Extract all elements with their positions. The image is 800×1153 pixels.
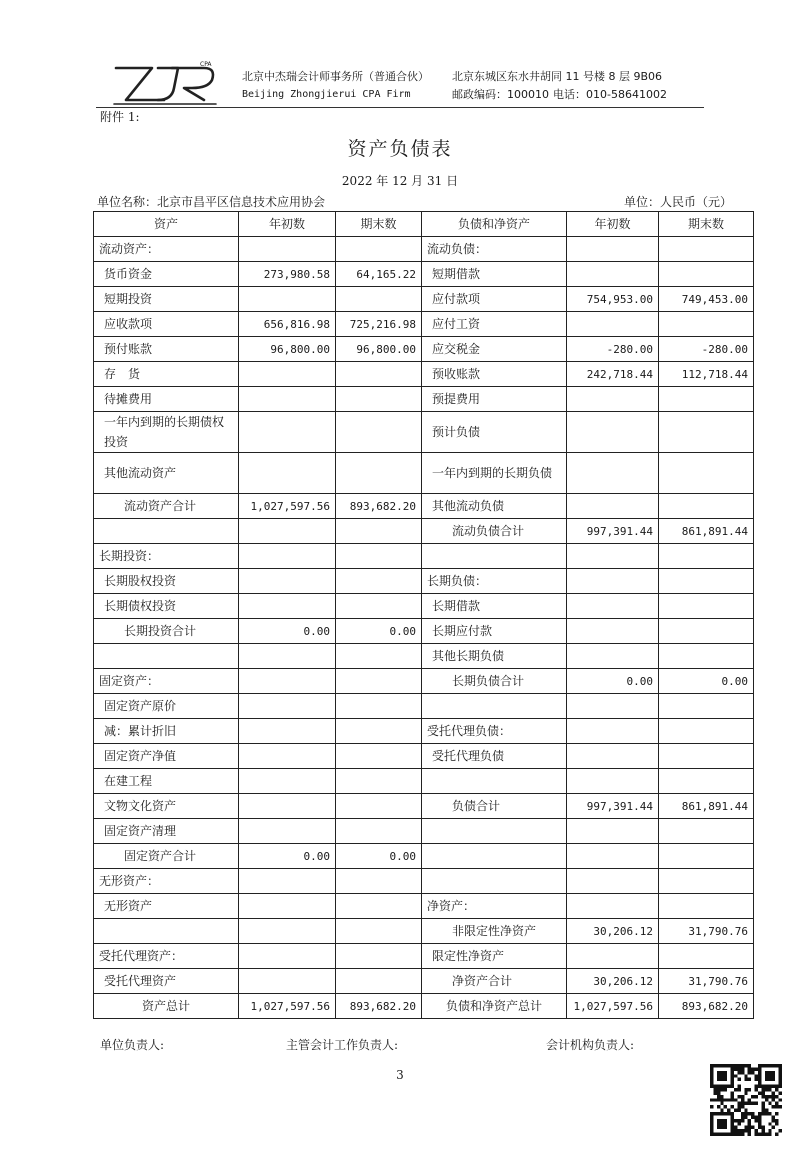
table-row: [94, 919, 754, 944]
asset-beginning-balance: [239, 819, 336, 844]
liability-beginning-balance: 997,391.44: [567, 519, 659, 544]
table-row: [94, 619, 754, 644]
liability-name: 预计负债: [422, 412, 567, 453]
liability-name: 应付工资: [422, 312, 567, 337]
liability-name: 应付款项: [422, 287, 567, 312]
liability-beginning-balance: 754,953.00: [567, 287, 659, 312]
report-date: 2022 年 12 月 31 日: [341, 174, 459, 188]
table-row: [94, 312, 754, 337]
asset-name: 流动资产合计: [94, 494, 239, 519]
liability-ending-balance: [659, 944, 754, 969]
asset-beginning-balance: [239, 669, 336, 694]
table-row: [94, 994, 754, 1019]
asset-ending-balance: [336, 769, 422, 794]
asset-ending-balance: [336, 694, 422, 719]
balance-sheet-table: [93, 211, 754, 1019]
liability-beginning-balance: [567, 769, 659, 794]
asset-ending-balance: 725,216.98: [336, 312, 422, 337]
liability-name: 预提费用: [422, 387, 567, 412]
table-row: [94, 519, 754, 544]
agency-head-signature-label: 会计机构负责人:: [546, 1038, 635, 1052]
asset-ending-balance: [336, 669, 422, 694]
firm-name-en: Beijing Zhongjierui CPA Firm: [242, 89, 411, 100]
table-row: [94, 969, 754, 994]
liability-beginning-balance: [567, 869, 659, 894]
liability-ending-balance: [659, 494, 754, 519]
table-row: [94, 453, 754, 494]
liability-beginning-balance: [567, 819, 659, 844]
unit-head-signature-label: 单位负责人:: [100, 1038, 165, 1052]
currency-unit: 单位：人民币（元）: [624, 195, 733, 209]
asset-beginning-balance: [239, 694, 336, 719]
asset-ending-balance: [336, 453, 422, 494]
asset-ending-balance: [336, 412, 422, 453]
liability-name: [422, 869, 567, 894]
asset-beginning-balance: [239, 769, 336, 794]
asset-name: 一年内到期的长期债权投资: [94, 412, 239, 453]
liability-ending-balance: [659, 819, 754, 844]
liability-beginning-balance: [567, 744, 659, 769]
table-row: [94, 387, 754, 412]
liability-ending-balance: [659, 894, 754, 919]
liability-ending-balance: [659, 312, 754, 337]
asset-ending-balance: [336, 544, 422, 569]
liability-name: 长期负债合计: [422, 669, 567, 694]
table-row: [94, 694, 754, 719]
liability-name: 受托代理负债: [422, 744, 567, 769]
liability-beginning-balance: [567, 644, 659, 669]
firm-name-cn: 北京中杰瑞会计师事务所（普通合伙）: [242, 70, 429, 83]
asset-ending-balance: 893,682.20: [336, 994, 422, 1019]
table-row: [94, 944, 754, 969]
liability-beginning-balance: 30,206.12: [567, 969, 659, 994]
asset-name: 长期债权投资: [94, 594, 239, 619]
asset-name: 固定资产净值: [94, 744, 239, 769]
asset-ending-balance: [336, 569, 422, 594]
liability-beginning-balance: [567, 894, 659, 919]
liability-name: 净资产：: [422, 894, 567, 919]
liability-name: 一年内到期的长期负债: [422, 453, 567, 494]
asset-ending-balance: [336, 594, 422, 619]
asset-beginning-balance: [239, 287, 336, 312]
asset-name: [94, 644, 239, 669]
liability-name: [422, 694, 567, 719]
liability-beginning-balance: [567, 412, 659, 453]
liability-beginning-balance: 242,718.44: [567, 362, 659, 387]
table-row: [94, 262, 754, 287]
asset-beginning-balance: [239, 412, 336, 453]
asset-beginning-balance: 1,027,597.56: [239, 494, 336, 519]
liability-name: 流动负债合计: [422, 519, 567, 544]
asset-ending-balance: [336, 362, 422, 387]
liability-beginning-balance: [567, 844, 659, 869]
asset-beginning-balance: [239, 237, 336, 262]
liability-ending-balance: [659, 412, 754, 453]
table-row: [94, 412, 754, 453]
table-row: [94, 544, 754, 569]
liability-name: 其他流动负债: [422, 494, 567, 519]
asset-name: 应收款项: [94, 312, 239, 337]
asset-beginning-balance: 273,980.58: [239, 262, 336, 287]
asset-name: 固定资产原价: [94, 694, 239, 719]
liability-ending-balance: [659, 387, 754, 412]
asset-name: 减：累计折旧: [94, 719, 239, 744]
asset-name: [94, 519, 239, 544]
firm-phone: 电话：010-58641002: [553, 88, 667, 101]
liability-beginning-balance: [567, 494, 659, 519]
liability-ending-balance: 893,682.20: [659, 994, 754, 1019]
asset-beginning-balance: [239, 919, 336, 944]
liability-ending-balance: 31,790.76: [659, 919, 754, 944]
asset-name: 预付账款: [94, 337, 239, 362]
asset-name: 长期股权投资: [94, 569, 239, 594]
liability-ending-balance: [659, 262, 754, 287]
asset-ending-balance: [336, 519, 422, 544]
firm-logo: [112, 60, 222, 108]
liability-ending-balance: 31,790.76: [659, 969, 754, 994]
liability-ending-balance: [659, 237, 754, 262]
liability-ending-balance: [659, 544, 754, 569]
asset-name: 资产总计: [94, 994, 239, 1019]
asset-ending-balance: [336, 287, 422, 312]
asset-name: 文物文化资产: [94, 794, 239, 819]
liability-name: 预收账款: [422, 362, 567, 387]
liability-beginning-balance: [567, 544, 659, 569]
table-row: [94, 869, 754, 894]
asset-ending-balance: 96,800.00: [336, 337, 422, 362]
asset-ending-balance: [336, 387, 422, 412]
asset-ending-balance: [336, 944, 422, 969]
liability-name: 流动负债：: [422, 237, 567, 262]
asset-name: 存 货: [94, 362, 239, 387]
liability-beginning-balance: 1,027,597.56: [567, 994, 659, 1019]
asset-name: 长期投资合计: [94, 619, 239, 644]
liability-name: 非限定性净资产: [422, 919, 567, 944]
asset-ending-balance: 0.00: [336, 844, 422, 869]
asset-ending-balance: [336, 819, 422, 844]
liability-ending-balance: [659, 594, 754, 619]
accounting-head-signature-label: 主管会计工作负责人:: [286, 1038, 399, 1052]
table-row: [94, 744, 754, 769]
asset-beginning-balance: [239, 894, 336, 919]
table-row: [94, 569, 754, 594]
firm-address: 北京东城区东水井胡同 11 号楼 8 层 9B06: [452, 70, 663, 83]
asset-name: 其他流动资产: [94, 453, 239, 494]
table-row: [94, 362, 754, 387]
header-assets-end: 期末数: [336, 212, 422, 237]
asset-name: 固定资产清理: [94, 819, 239, 844]
asset-beginning-balance: 96,800.00: [239, 337, 336, 362]
asset-ending-balance: 64,165.22: [336, 262, 422, 287]
header-liabilities-end: 期末数: [659, 212, 754, 237]
liability-ending-balance: -280.00: [659, 337, 754, 362]
asset-ending-balance: 0.00: [336, 619, 422, 644]
asset-name: 受托代理资产：: [94, 944, 239, 969]
table-row: [94, 769, 754, 794]
liability-name: 净资产合计: [422, 969, 567, 994]
liability-name: 负债和净资产总计: [422, 994, 567, 1019]
table-row: [94, 494, 754, 519]
asset-name: [94, 919, 239, 944]
liability-name: 受托代理负债：: [422, 719, 567, 744]
liability-beginning-balance: [567, 594, 659, 619]
table-row: [94, 844, 754, 869]
liability-name: [422, 844, 567, 869]
asset-beginning-balance: 0.00: [239, 844, 336, 869]
liability-ending-balance: [659, 644, 754, 669]
liability-name: 负债合计: [422, 794, 567, 819]
table-row: [94, 894, 754, 919]
liability-ending-balance: [659, 694, 754, 719]
asset-name: 无形资产：: [94, 869, 239, 894]
liability-ending-balance: [659, 869, 754, 894]
table-row: [94, 719, 754, 744]
liability-beginning-balance: [567, 237, 659, 262]
asset-name: 待摊费用: [94, 387, 239, 412]
header-assets: 资产: [94, 212, 239, 237]
liability-ending-balance: [659, 569, 754, 594]
asset-ending-balance: [336, 744, 422, 769]
unit-name: 单位名称：北京市昌平区信息技术应用协会: [97, 195, 326, 209]
liability-beginning-balance: 30,206.12: [567, 919, 659, 944]
table-row: [94, 237, 754, 262]
liability-beginning-balance: 0.00: [567, 669, 659, 694]
liability-beginning-balance: [567, 453, 659, 494]
liability-beginning-balance: [567, 262, 659, 287]
liability-ending-balance: 861,891.44: [659, 519, 754, 544]
header-assets-begin: 年初数: [239, 212, 336, 237]
table-header-row: [94, 212, 754, 237]
asset-ending-balance: [336, 969, 422, 994]
asset-ending-balance: 893,682.20: [336, 494, 422, 519]
asset-ending-balance: [336, 894, 422, 919]
asset-name: 受托代理资产: [94, 969, 239, 994]
asset-ending-balance: [336, 644, 422, 669]
liability-name: 应交税金: [422, 337, 567, 362]
table-row: [94, 644, 754, 669]
firm-postcode: 邮政编码：100010: [452, 88, 549, 101]
liability-name: 长期应付款: [422, 619, 567, 644]
table-row: [94, 819, 754, 844]
asset-beginning-balance: [239, 544, 336, 569]
asset-ending-balance: [336, 719, 422, 744]
asset-name: 无形资产: [94, 894, 239, 919]
liability-beginning-balance: [567, 719, 659, 744]
liability-beginning-balance: -280.00: [567, 337, 659, 362]
liability-name: 限定性净资产: [422, 944, 567, 969]
page-number: 3: [396, 1068, 404, 1082]
svg-text:CPA: CPA: [200, 61, 212, 68]
liability-name: 短期借款: [422, 262, 567, 287]
liability-name: [422, 819, 567, 844]
asset-beginning-balance: [239, 453, 336, 494]
header-liabilities-begin: 年初数: [567, 212, 659, 237]
asset-beginning-balance: [239, 869, 336, 894]
table-row: [94, 287, 754, 312]
asset-beginning-balance: [239, 944, 336, 969]
asset-ending-balance: [336, 919, 422, 944]
liability-ending-balance: 0.00: [659, 669, 754, 694]
asset-ending-balance: [336, 237, 422, 262]
asset-beginning-balance: 1,027,597.56: [239, 994, 336, 1019]
liability-beginning-balance: 997,391.44: [567, 794, 659, 819]
liability-ending-balance: [659, 769, 754, 794]
liability-beginning-balance: [567, 312, 659, 337]
liability-beginning-balance: [567, 387, 659, 412]
asset-beginning-balance: [239, 569, 336, 594]
asset-name: 货币资金: [94, 262, 239, 287]
asset-beginning-balance: 0.00: [239, 619, 336, 644]
table-row: [94, 594, 754, 619]
liability-name: [422, 769, 567, 794]
asset-beginning-balance: [239, 387, 336, 412]
liability-name: [422, 544, 567, 569]
liability-name: 长期借款: [422, 594, 567, 619]
liability-beginning-balance: [567, 619, 659, 644]
table-row: [94, 337, 754, 362]
liability-beginning-balance: [567, 569, 659, 594]
asset-name: 固定资产：: [94, 669, 239, 694]
liability-ending-balance: [659, 844, 754, 869]
asset-name: 长期投资：: [94, 544, 239, 569]
asset-beginning-balance: [239, 794, 336, 819]
page-title: 资产负债表: [347, 138, 453, 160]
liability-ending-balance: [659, 719, 754, 744]
asset-beginning-balance: [239, 519, 336, 544]
liability-ending-balance: [659, 453, 754, 494]
asset-ending-balance: [336, 869, 422, 894]
asset-beginning-balance: [239, 744, 336, 769]
asset-beginning-balance: [239, 719, 336, 744]
liability-name: 其他长期负债: [422, 644, 567, 669]
table-row: [94, 794, 754, 819]
letterhead-divider: [96, 107, 704, 108]
asset-beginning-balance: [239, 362, 336, 387]
asset-ending-balance: [336, 794, 422, 819]
liability-ending-balance: 861,891.44: [659, 794, 754, 819]
header-liabilities: 负债和净资产: [422, 212, 567, 237]
asset-name: 流动资产：: [94, 237, 239, 262]
liability-ending-balance: 749,453.00: [659, 287, 754, 312]
table-row: [94, 669, 754, 694]
asset-name: 固定资产合计: [94, 844, 239, 869]
liability-name: 长期负债：: [422, 569, 567, 594]
attachment-label: 附件 1:: [100, 110, 140, 124]
liability-ending-balance: [659, 619, 754, 644]
asset-beginning-balance: 656,816.98: [239, 312, 336, 337]
asset-beginning-balance: [239, 644, 336, 669]
liability-beginning-balance: [567, 944, 659, 969]
qr-code-icon: [710, 1064, 782, 1136]
liability-ending-balance: [659, 744, 754, 769]
liability-ending-balance: 112,718.44: [659, 362, 754, 387]
liability-beginning-balance: [567, 694, 659, 719]
asset-beginning-balance: [239, 969, 336, 994]
asset-name: 在建工程: [94, 769, 239, 794]
asset-beginning-balance: [239, 594, 336, 619]
asset-name: 短期投资: [94, 287, 239, 312]
